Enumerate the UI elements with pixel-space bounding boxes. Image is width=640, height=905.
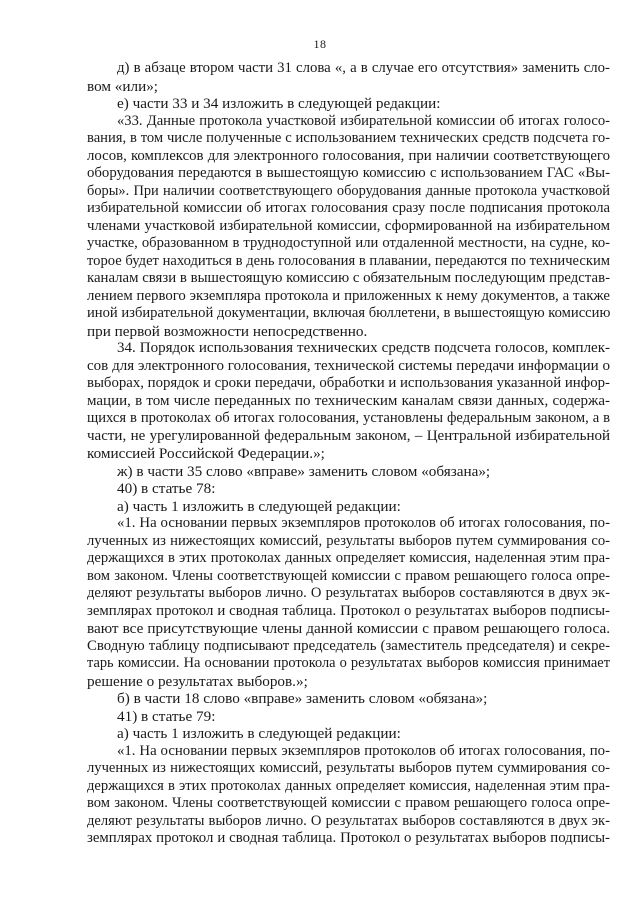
text-line: вают все присутствующие члены данной комиссии с правом решающего голоса.	[87, 620, 610, 637]
text-line: мации, в том числе переданных по техническим каналам связи данных, содержа-	[87, 392, 610, 409]
page-number: 18	[313, 37, 327, 51]
text-line: щихся в протоколах об итогах голосования, установлены федеральным законом, а в	[87, 410, 610, 426]
text-line: ж) в части 35 слово «вправе» заменить словом «обязана»;	[117, 462, 491, 480]
text-line: а) часть 1 изложить в следующей редакции:	[117, 497, 401, 515]
text-line: деляют результаты выборов лично. О результатах выборов составляются в двух эк-	[87, 585, 610, 601]
text-line: «1. На основании первых экземпляров протоколов об итогах голосования, по-	[117, 515, 610, 531]
text-line: д) в абзаце втором части 31 слова «, а в случае его отсутствия» заменить сло-	[117, 60, 610, 76]
text-line: б) в части 18 слово «вправе» заменить словом «обязана»;	[117, 690, 488, 707]
text-line: держащихся в этих протоколах данных определяет комиссия, наделенная этим пра-	[87, 777, 610, 794]
text-line: иной избирательной документации, включая бюллетени, в вышестоящую комиссию	[87, 305, 611, 321]
text-line: лосов, комплексов для электронного голосования, при наличии соответствующего	[87, 147, 610, 164]
text-line: комиссией Российской Федерации.»;	[87, 445, 325, 462]
text-line: вом законом. Члены соответствующей комиссии с правом решающего голоса опре-	[87, 567, 610, 584]
text-line: при первой возможности непосредственно.	[87, 322, 368, 340]
document-text	[87, 60, 610, 848]
text-line: членами участковой избирательной комиссии, сформированной на избирательном	[87, 217, 610, 234]
text-line: тарь комиссии. На основании протокола о результатах выборов комиссия принимает	[87, 655, 610, 671]
text-line: 34. Порядок использования технических средств подсчета голосов, комплек-	[117, 340, 610, 356]
text-line: избирательной комиссии об итогах голосования сразу после подписания протокола	[87, 200, 610, 216]
text-line: а) часть 1 изложить в следующей редакции:	[117, 725, 401, 742]
text-line: «33. Данные протокола участковой избирательной комиссии об итогах голосо-	[117, 112, 610, 129]
text-line: вания, в том числе полученные с использованием технических средств подсчета го-	[87, 130, 610, 146]
text-line: сов для электронного голосования, технической системы передачи информации о	[87, 357, 610, 374]
text-line: Сводную таблицу подписывают председатель (заместитель председателя) и секре-	[87, 637, 610, 654]
text-line: 41) в статье 79:	[117, 707, 216, 725]
text-line: решение о результатах выборов.»;	[87, 672, 308, 690]
text-line: лением первого экземпляра протокола и приложенных к нему документов, а также	[87, 287, 610, 304]
text-line: части, не урегулированной федеральным законом, – Центральной избирательной	[87, 427, 610, 444]
text-line: выборах, порядок и сроки передачи, обработки и использования указанной инфор-	[87, 375, 610, 391]
text-line: боры». При наличии соответствующего оборудования данные протокола участковой	[87, 182, 610, 199]
text-line: 40) в статье 78:	[117, 480, 216, 497]
text-line: е) части 33 и 34 изложить в следующей редакции:	[117, 95, 441, 112]
text-line: каналам связи в вышестоящую комиссию с обязательным последующим представ-	[87, 270, 610, 286]
text-line: вом «или»;	[87, 77, 159, 95]
text-line: «1. На основании первых экземпляров протоколов об итогах голосования, по-	[117, 742, 610, 759]
text-line: оборудования передаются в вышестоящую комиссию с использованием ГАС «Вы-	[87, 165, 610, 181]
text-line: лученных из нижестоящих комиссий, результаты выборов путем суммирования со-	[87, 760, 610, 776]
text-line: земплярах протокол и сводная таблица. Протокол о результатах выборов подписы-	[87, 830, 610, 846]
text-line: вом законом. Члены соответствующей комиссии с правом решающего голоса опре-	[87, 795, 610, 811]
text-line: земплярах протокол и сводная таблица. Протокол о результатах выборов подписы-	[87, 602, 610, 619]
text-line: держащихся в этих протоколах данных определяет комиссия, наделенная этим пра-	[87, 550, 610, 566]
text-line: деляют результаты выборов лично. О результатах выборов составляются в двух эк-	[87, 812, 610, 829]
text-line: торое будет находиться в день голосования в плавании, передаются по техническим	[87, 252, 610, 269]
text-line: лученных из нижестоящих комиссий, результаты выборов путем суммирования со-	[87, 532, 610, 549]
text-line: участке, образованном в труднодоступной или отдаленной местности, на судне, ко-	[87, 235, 610, 251]
